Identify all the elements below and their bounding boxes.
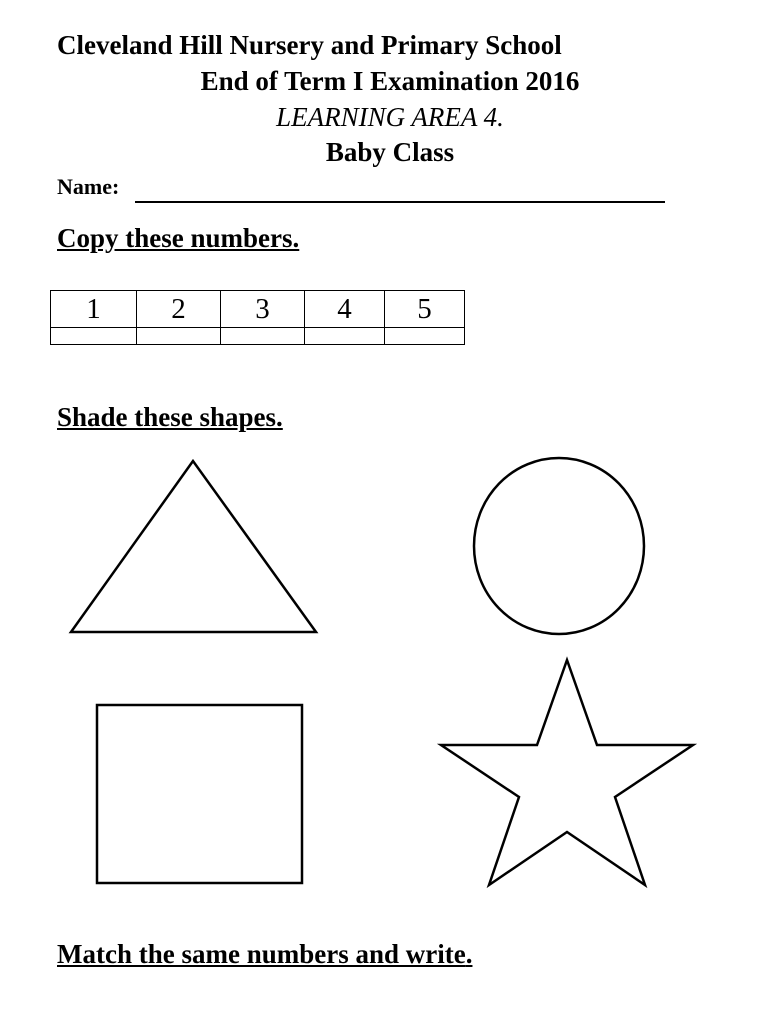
triangle-shape[interactable] [71, 461, 316, 632]
number-cell: 5 [385, 291, 465, 328]
shade-shapes-heading: Shade these shapes. [57, 402, 283, 432]
school-name: Cleveland Hill Nursery and Primary School [57, 30, 562, 60]
match-numbers-heading: Match the same numbers and write. [57, 939, 473, 969]
circle-shape[interactable] [474, 458, 644, 634]
square-shape[interactable] [97, 705, 302, 883]
star-shape[interactable] [441, 660, 693, 885]
number-cell: 3 [221, 291, 305, 328]
number-cell: 2 [137, 291, 221, 328]
number-cell: 1 [51, 291, 137, 328]
exam-title: End of Term I Examination 2016 [200, 66, 580, 96]
number-cell: 4 [305, 291, 385, 328]
class-name: Baby Class [325, 137, 455, 167]
learning-area: LEARNING AREA 4. [276, 102, 504, 132]
name-label: Name: [57, 174, 120, 199]
copy-numbers-heading: Copy these numbers. [57, 223, 300, 253]
